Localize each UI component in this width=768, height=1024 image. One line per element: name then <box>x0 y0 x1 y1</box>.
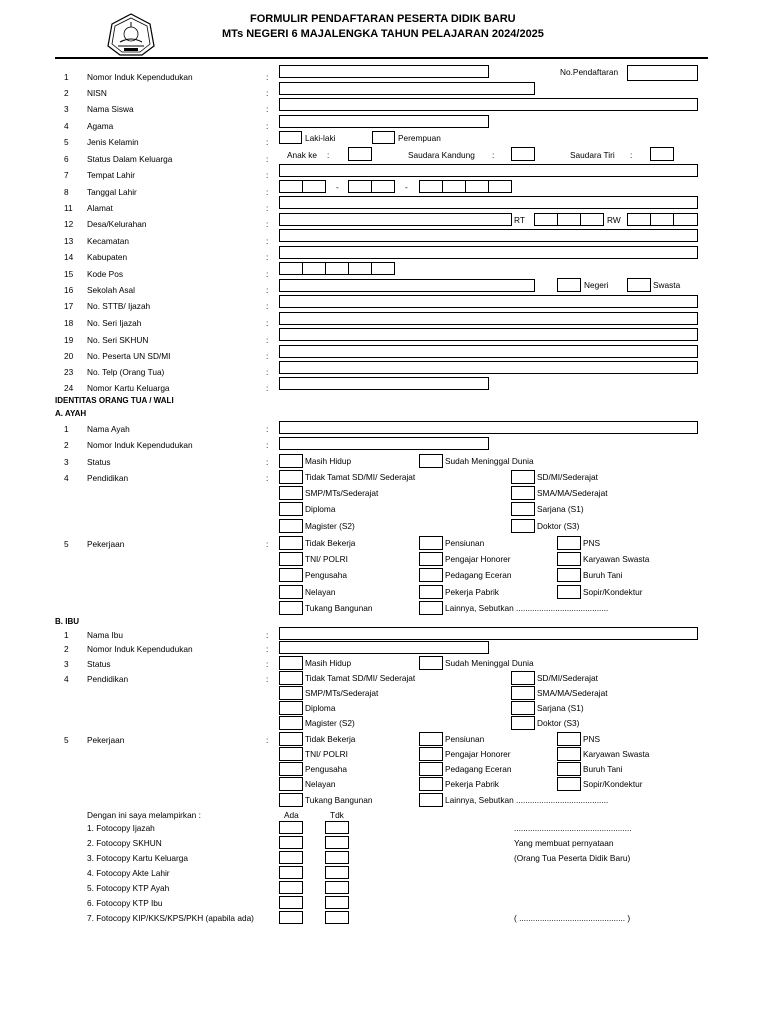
colon: : <box>266 383 269 393</box>
ada-checkbox[interactable] <box>279 881 303 894</box>
colon: : <box>266 440 269 450</box>
colon: : <box>266 88 269 98</box>
ibu-pekerjaan-checkbox[interactable] <box>279 732 303 746</box>
anak-ke-input[interactable] <box>348 147 372 161</box>
pekerjaan-option-label: Pensiunan <box>445 734 485 744</box>
saudara-kandung-input[interactable] <box>511 147 535 161</box>
kode-pos-box[interactable] <box>371 262 395 275</box>
ibu-pekerjaan-checkbox[interactable] <box>279 762 303 776</box>
kode-pos-box[interactable] <box>302 262 326 275</box>
pekerjaan-option-label: PNS <box>583 538 601 548</box>
tempat-lahir-input[interactable] <box>279 164 698 177</box>
ibu-pendidikan-checkbox[interactable] <box>279 671 303 685</box>
attachment-item-label: 2. Fotocopy SKHUN <box>87 838 162 848</box>
ayah-pekerjaan-checkbox[interactable] <box>419 536 443 550</box>
pendidikan-option-label: SMA/MA/Sederajat <box>537 688 608 698</box>
field-label: Nomor Induk Kependudukan <box>87 440 193 450</box>
rt-box[interactable] <box>534 213 558 226</box>
laki-laki-checkbox[interactable] <box>279 131 302 144</box>
field-label: Status Dalam Keluarga <box>87 154 173 164</box>
row-number: 23 <box>64 367 74 377</box>
signature-name-line: ( .............................................. ) <box>514 913 631 923</box>
status-meninggal-label: Sudah Meninggal Dunia <box>445 658 534 668</box>
ayah-pendidikan-checkbox[interactable] <box>511 470 535 484</box>
text-input[interactable] <box>279 295 698 308</box>
colon: : <box>266 104 269 114</box>
ayah-pendidikan-checkbox[interactable] <box>279 486 303 500</box>
tdk-checkbox[interactable] <box>325 836 349 849</box>
ayah-pekerjaan-checkbox[interactable] <box>419 585 443 599</box>
colon: : <box>266 219 269 229</box>
ibu-pendidikan-checkbox[interactable] <box>511 686 535 700</box>
attachment-item-label: 1. Fotocopy Ijazah <box>87 823 155 833</box>
row-number: 20 <box>64 351 74 361</box>
field-label: Nama Siswa <box>87 104 134 114</box>
attachment-item-label: 3. Fotocopy Kartu Keluarga <box>87 853 189 863</box>
colon: : <box>266 335 269 345</box>
row-number: 19 <box>64 335 74 345</box>
tdk-checkbox[interactable] <box>325 881 349 894</box>
tdk-checkbox[interactable] <box>325 911 349 924</box>
ayah-pekerjaan-checkbox[interactable] <box>279 601 303 615</box>
colon: : <box>266 351 269 361</box>
ayah-pekerjaan-checkbox[interactable] <box>419 601 443 615</box>
pekerjaan-option-label: Sopir/Kondektur <box>583 587 643 597</box>
colon: : <box>266 318 269 328</box>
tanggal-lahir-year-box[interactable] <box>465 180 489 193</box>
attachment-item-label: 6. Fotocopy KTP Ibu <box>87 898 163 908</box>
ayah-pekerjaan-checkbox[interactable] <box>557 568 581 582</box>
row-number: 15 <box>64 269 74 279</box>
row-number: 7 <box>64 170 69 180</box>
ayah-pekerjaan-checkbox[interactable] <box>419 568 443 582</box>
anak-ke-label: Anak ke <box>287 150 317 160</box>
pekerjaan-option-label: Karyawan Swasta <box>583 749 650 759</box>
ibu-pendidikan-checkbox[interactable] <box>279 686 303 700</box>
tdk-checkbox[interactable] <box>325 896 349 909</box>
ibu-pekerjaan-checkbox[interactable] <box>557 777 581 791</box>
colon: : <box>266 203 269 213</box>
ibu-pendidikan-checkbox[interactable] <box>511 701 535 715</box>
colon: : <box>266 457 269 467</box>
pendidikan-option-label: SMA/MA/Sederajat <box>537 488 608 498</box>
pendidikan-option-label: Diploma <box>305 504 336 514</box>
ibu-pekerjaan-checkbox[interactable] <box>419 777 443 791</box>
page-title: FORMULIR PENDAFTARAN PESERTA DIDIK BARU <box>250 13 516 25</box>
pendidikan-option-label: SD/MI/Sederajat <box>537 472 598 482</box>
tanggal-lahir-year-box[interactable] <box>419 180 443 193</box>
colon: : <box>266 367 269 377</box>
kode-pos-box[interactable] <box>348 262 372 275</box>
colon: : <box>266 154 269 164</box>
text-input[interactable] <box>279 345 698 358</box>
colon: : <box>266 285 269 295</box>
pendidikan-option-label: Magister (S2) <box>305 718 355 728</box>
pekerjaan-option-label: Pensiunan <box>445 538 485 548</box>
colon: : <box>266 539 269 549</box>
colon: : <box>266 301 269 311</box>
colon: : <box>266 269 269 279</box>
row-number: 12 <box>64 219 74 229</box>
row-number: 5 <box>64 137 69 147</box>
pendidikan-option-label: Magister (S2) <box>305 521 355 531</box>
nisn-input[interactable] <box>279 82 535 95</box>
ibu-status-meninggal-checkbox[interactable] <box>419 656 443 670</box>
ada-checkbox[interactable] <box>279 896 303 909</box>
pekerjaan-option-label: Pedagang Eceran <box>445 764 512 774</box>
section-ayah-title: A. AYAH <box>55 409 87 418</box>
row-number: 2 <box>64 88 69 98</box>
field-label: No. Peserta UN SD/MI <box>87 351 171 361</box>
pekerjaan-option-label: Buruh Tani <box>583 570 623 580</box>
field-label: Agama <box>87 121 114 131</box>
field-label: Status <box>87 457 111 467</box>
ibu-pekerjaan-checkbox[interactable] <box>279 777 303 791</box>
nomor-kk-input[interactable] <box>279 377 489 390</box>
field-label: Pendidikan <box>87 473 129 483</box>
field-label: No. Seri Ijazah <box>87 318 142 328</box>
pekerjaan-option-label: Pekerja Pabrik <box>445 587 499 597</box>
tanggal-lahir-year-box[interactable] <box>488 180 512 193</box>
text-input[interactable] <box>279 328 698 341</box>
row-number: 4 <box>64 473 69 483</box>
attachments-intro: Dengan ini saya melampirkan : <box>87 810 201 820</box>
pendidikan-option-label: Sarjana (S1) <box>537 703 584 713</box>
pekerjaan-option-label: Tidak Bekerja <box>305 734 356 744</box>
row-number: 5 <box>64 539 69 549</box>
row-number: 24 <box>64 383 74 393</box>
nama-siswa-input[interactable] <box>279 98 698 111</box>
pendidikan-option-label: Doktor (S3) <box>537 718 580 728</box>
kecamatan-input[interactable] <box>279 229 698 242</box>
ada-checkbox[interactable] <box>279 911 303 924</box>
status-meninggal-label: Sudah Meninggal Dunia <box>445 456 534 466</box>
pekerjaan-option-label: Pengajar Honorer <box>445 749 511 759</box>
colon: : <box>266 187 269 197</box>
ibu-pendidikan-checkbox[interactable] <box>511 716 535 730</box>
ibu-pekerjaan-checkbox[interactable] <box>279 747 303 761</box>
colon: : <box>266 72 269 82</box>
pekerjaan-option-label: Pedagang Eceran <box>445 570 512 580</box>
ada-checkbox[interactable] <box>279 866 303 879</box>
pekerjaan-option-label: Karyawan Swasta <box>583 554 650 564</box>
colon: : <box>266 735 269 745</box>
ada-checkbox[interactable] <box>279 851 303 864</box>
field-label: Pekerjaan <box>87 735 125 745</box>
pendidikan-option-label: Tidak Tamat SD/MI/ Sederajat <box>305 472 416 482</box>
pendidikan-option-label: Sarjana (S1) <box>537 504 584 514</box>
header-divider <box>55 57 708 59</box>
perempuan-checkbox[interactable] <box>372 131 395 144</box>
signature-date-line: ................................................... <box>514 823 632 833</box>
pendidikan-option-label: Diploma <box>305 703 336 713</box>
colon: : <box>266 630 269 640</box>
pekerjaan-option-label: Tidak Bekerja <box>305 538 356 548</box>
ayah-pekerjaan-checkbox[interactable] <box>279 536 303 550</box>
row-number: 11 <box>64 203 73 213</box>
kabupaten-input[interactable] <box>279 246 698 259</box>
field-label: Nomor Induk Kependudukan <box>87 644 193 654</box>
tanggal-lahir-day-box[interactable] <box>279 180 303 193</box>
field-label: Kecamatan <box>87 236 129 246</box>
colon: : <box>266 137 269 147</box>
ayah-pekerjaan-checkbox[interactable] <box>279 568 303 582</box>
ayah-pekerjaan-checkbox[interactable] <box>557 585 581 599</box>
ayah-pendidikan-checkbox[interactable] <box>511 502 535 516</box>
row-number: 1 <box>64 424 69 434</box>
field-label: NISN <box>87 88 107 98</box>
ayah-nama-input[interactable] <box>279 421 698 434</box>
rt-box[interactable] <box>557 213 581 226</box>
colon: : <box>492 150 495 160</box>
pekerjaan-option-label: Pekerja Pabrik <box>445 779 499 789</box>
field-label: Pendidikan <box>87 674 129 684</box>
pendidikan-option-label: SD/MI/Sederajat <box>537 673 598 683</box>
tanggal-lahir-day-box[interactable] <box>302 180 326 193</box>
ibu-nama-input[interactable] <box>279 627 698 640</box>
tanggal-lahir-month-box[interactable] <box>348 180 372 193</box>
colon: : <box>327 150 330 160</box>
ibu-pekerjaan-checkbox[interactable] <box>419 793 443 807</box>
ada-column-header: Ada <box>284 810 299 820</box>
ayah-pendidikan-checkbox[interactable] <box>511 519 535 533</box>
field-label: No. Seri SKHUN <box>87 335 149 345</box>
section-ibu-title: B. IBU <box>55 617 79 626</box>
row-number: 4 <box>64 674 69 684</box>
colon: : <box>266 252 269 262</box>
colon: : <box>266 121 269 131</box>
colon: : <box>266 659 269 669</box>
colon: : <box>266 674 269 684</box>
alamat-input[interactable] <box>279 196 698 209</box>
ayah-pekerjaan-checkbox[interactable] <box>279 552 303 566</box>
no-pendaftaran-label: No.Pendaftaran <box>560 67 619 77</box>
tdk-checkbox[interactable] <box>325 866 349 879</box>
rt-label: RT <box>514 215 525 225</box>
agama-input[interactable] <box>279 115 489 128</box>
row-number: 4 <box>64 121 69 131</box>
pendidikan-option-label: SMP/MTs/Sederajat <box>305 488 379 498</box>
row-number: 17 <box>64 301 74 311</box>
ibu-pendidikan-checkbox[interactable] <box>511 671 535 685</box>
row-number: 18 <box>64 318 74 328</box>
field-label: Status <box>87 659 111 669</box>
tdk-column-header: Tdk <box>330 810 344 820</box>
field-label: Pekerjaan <box>87 539 125 549</box>
signature-statement: Yang membuat pernyataan <box>514 838 614 848</box>
field-label: Sekolah Asal <box>87 285 135 295</box>
field-label: Desa/Kelurahan <box>87 219 147 229</box>
colon: : <box>266 473 269 483</box>
signature-role: (Orang Tua Peserta Didik Baru) <box>514 853 631 863</box>
kode-pos-box[interactable] <box>279 262 303 275</box>
ayah-pendidikan-checkbox[interactable] <box>279 519 303 533</box>
ibu-status-hidup-checkbox[interactable] <box>279 656 303 670</box>
nik-input[interactable] <box>279 65 489 78</box>
text-input[interactable] <box>279 312 698 325</box>
attachment-item-label: 5. Fotocopy KTP Ayah <box>87 883 170 893</box>
rw-label: RW <box>607 215 621 225</box>
date-separator: - <box>336 182 339 192</box>
ibu-pekerjaan-checkbox[interactable] <box>419 732 443 746</box>
ibu-pendidikan-checkbox[interactable] <box>279 701 303 715</box>
pekerjaan-option-label: Lainnya, Sebutkan ........................................ <box>445 603 609 613</box>
field-label: Jenis Kelamin <box>87 137 139 147</box>
ibu-pekerjaan-checkbox[interactable] <box>279 793 303 807</box>
tdk-checkbox[interactable] <box>325 821 349 834</box>
field-label: No. Telp (Orang Tua) <box>87 367 165 377</box>
rt-box[interactable] <box>580 213 604 226</box>
colon: : <box>630 150 633 160</box>
saudara-tiri-input[interactable] <box>650 147 674 161</box>
field-label: Kode Pos <box>87 269 123 279</box>
ayah-pekerjaan-checkbox[interactable] <box>557 536 581 550</box>
ada-checkbox[interactable] <box>279 821 303 834</box>
colon: : <box>266 644 269 654</box>
colon: : <box>266 424 269 434</box>
ayah-pekerjaan-checkbox[interactable] <box>279 585 303 599</box>
attachment-item-label: 4. Fotocopy Akte Lahir <box>87 868 170 878</box>
ibu-nik-input[interactable] <box>279 641 489 654</box>
field-label: No. STTB/ Ijazah <box>87 301 151 311</box>
status-hidup-label: Masih Hidup <box>305 456 352 466</box>
row-number: 3 <box>64 457 69 467</box>
row-number: 5 <box>64 735 69 745</box>
ayah-status-meninggal-checkbox[interactable] <box>419 454 443 468</box>
pekerjaan-option-label: Nelayan <box>305 779 336 789</box>
negeri-label: Negeri <box>584 280 609 290</box>
page-subtitle: MTs NEGERI 6 MAJALENGKA TAHUN PELAJARAN 2024/2025 <box>222 28 544 40</box>
rw-box[interactable] <box>650 213 675 226</box>
field-label: Alamat <box>87 203 113 213</box>
section-title: IDENTITAS ORANG TUA / WALI <box>55 396 174 405</box>
swasta-checkbox[interactable] <box>627 278 651 292</box>
ayah-pekerjaan-checkbox[interactable] <box>557 552 581 566</box>
ayah-pendidikan-checkbox[interactable] <box>279 502 303 516</box>
school-logo <box>102 12 160 58</box>
saudara-kandung-label: Saudara Kandung <box>408 150 475 160</box>
ibu-pendidikan-checkbox[interactable] <box>279 716 303 730</box>
field-label: Nomor Induk Kependudukan <box>87 72 193 82</box>
pekerjaan-option-label: Pengusaha <box>305 570 347 580</box>
pendidikan-option-label: Doktor (S3) <box>537 521 580 531</box>
field-label: Nomor Kartu Keluarga <box>87 383 170 393</box>
ayah-nik-input[interactable] <box>279 437 489 450</box>
row-number: 2 <box>64 644 69 654</box>
ibu-pekerjaan-checkbox[interactable] <box>557 747 581 761</box>
row-number: 2 <box>64 440 69 450</box>
row-number: 3 <box>64 659 69 669</box>
colon: : <box>266 170 269 180</box>
sekolah-asal-input[interactable] <box>279 279 535 292</box>
no-pendaftaran-input[interactable] <box>627 65 698 81</box>
date-separator: - <box>405 182 408 192</box>
swasta-label: Swasta <box>653 280 681 290</box>
field-label: Kabupaten <box>87 252 128 262</box>
field-label: Nama Ayah <box>87 424 130 434</box>
perempuan-label: Perempuan <box>398 133 441 143</box>
colon: : <box>266 236 269 246</box>
ayah-pekerjaan-checkbox[interactable] <box>419 552 443 566</box>
pendidikan-option-label: SMP/MTs/Sederajat <box>305 688 379 698</box>
pekerjaan-option-label: Buruh Tani <box>583 764 623 774</box>
tanggal-lahir-month-box[interactable] <box>371 180 395 193</box>
ibu-pekerjaan-checkbox[interactable] <box>419 762 443 776</box>
ibu-pekerjaan-checkbox[interactable] <box>419 747 443 761</box>
kode-pos-box[interactable] <box>325 262 349 275</box>
tanggal-lahir-year-box[interactable] <box>442 180 466 193</box>
pekerjaan-option-label: TNI/ POLRI <box>305 554 348 564</box>
row-number: 6 <box>64 154 69 164</box>
laki-laki-label: Laki-laki <box>305 133 336 143</box>
row-number: 14 <box>64 252 74 262</box>
ibu-pekerjaan-checkbox[interactable] <box>557 732 581 746</box>
pekerjaan-option-label: Nelayan <box>305 587 336 597</box>
pekerjaan-option-label: Pengajar Honorer <box>445 554 511 564</box>
ayah-pendidikan-checkbox[interactable] <box>279 470 303 484</box>
pendidikan-option-label: Tidak Tamat SD/MI/ Sederajat <box>305 673 416 683</box>
pekerjaan-option-label: Sopir/Kondektur <box>583 779 643 789</box>
ayah-status-hidup-checkbox[interactable] <box>279 454 303 468</box>
rw-box[interactable] <box>673 213 698 226</box>
pekerjaan-option-label: Tukang Bangunan <box>305 795 373 805</box>
negeri-checkbox[interactable] <box>557 278 581 292</box>
field-label: Tempat Lahir <box>87 170 135 180</box>
desa-input[interactable] <box>279 213 512 226</box>
pekerjaan-option-label: TNI/ POLRI <box>305 749 348 759</box>
row-number: 3 <box>64 104 69 114</box>
field-label: Nama Ibu <box>87 630 123 640</box>
row-number: 1 <box>64 72 69 82</box>
attachment-item-label: 7. Fotocopy KIP/KKS/KPS/PKH (apabila ada) <box>87 913 254 923</box>
pekerjaan-option-label: PNS <box>583 734 601 744</box>
ibu-pekerjaan-checkbox[interactable] <box>557 762 581 776</box>
pekerjaan-option-label: Lainnya, Sebutkan ........................................ <box>445 795 609 805</box>
tdk-checkbox[interactable] <box>325 851 349 864</box>
ayah-pendidikan-checkbox[interactable] <box>511 486 535 500</box>
saudara-tiri-label: Saudara Tiri <box>570 150 615 160</box>
row-number: 13 <box>64 236 74 246</box>
pekerjaan-option-label: Tukang Bangunan <box>305 603 373 613</box>
row-number: 1 <box>64 630 69 640</box>
field-label: Tanggal Lahir <box>87 187 137 197</box>
row-number: 16 <box>64 285 74 295</box>
row-number: 8 <box>64 187 69 197</box>
text-input[interactable] <box>279 361 698 374</box>
status-hidup-label: Masih Hidup <box>305 658 352 668</box>
pekerjaan-option-label: Pengusaha <box>305 764 347 774</box>
ada-checkbox[interactable] <box>279 836 303 849</box>
rw-box[interactable] <box>627 213 652 226</box>
